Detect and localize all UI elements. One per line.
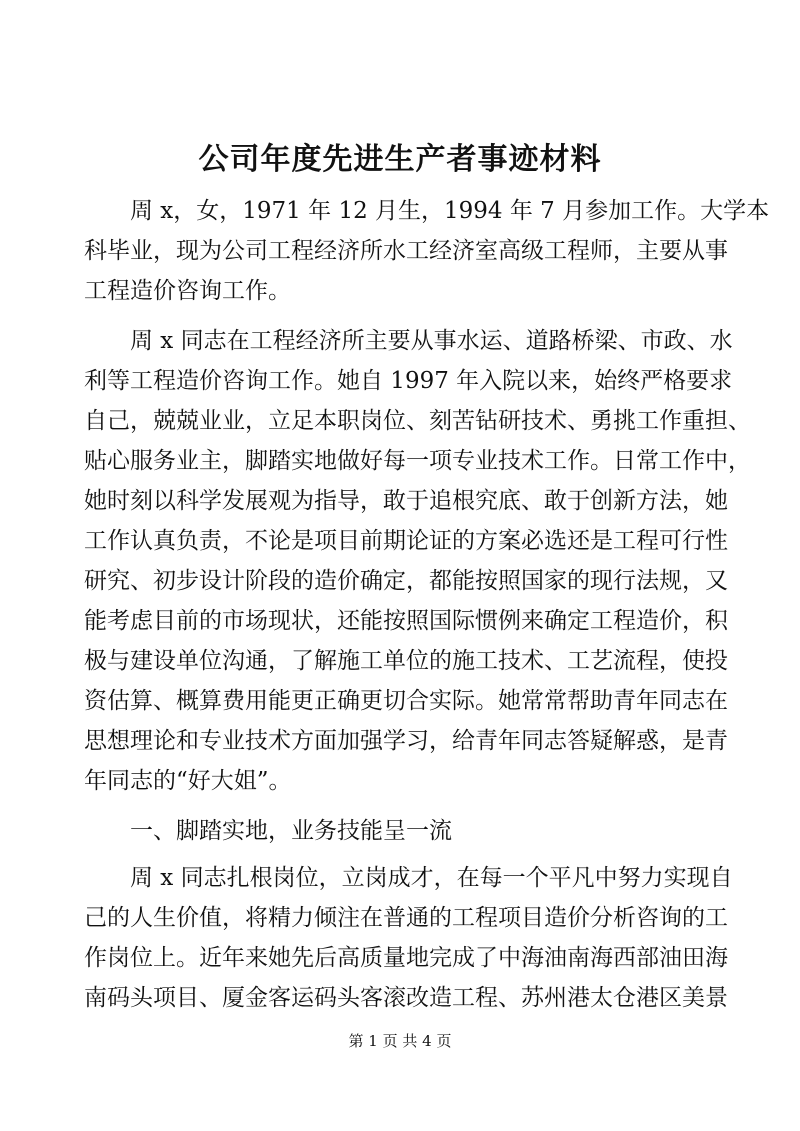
paragraph-line: 极与建设单位沟通，了解施工单位的施工技术、工艺流程，使投	[84, 648, 728, 674]
paragraph-line: 资估算、概算费用能更正确更切合实际。她常常帮助青年同志在	[84, 688, 728, 714]
paragraph-line: 她时刻以科学发展观为指导，敢于追根究底、敢于创新方法，她	[84, 488, 728, 514]
paragraph-line: 周 x 同志扎根岗位，立岗成才，在每一个平凡中努力实现自	[130, 865, 733, 891]
paragraph-line: 工作认真负责，不论是项目前期论证的方案必选还是工程可行性	[84, 528, 728, 554]
paragraph-line: 自己，兢兢业业，立足本职岗位、刻苦钻研技术、勇挑工作重担、	[84, 408, 751, 434]
paragraph-line: 工程造价咨询工作。	[84, 278, 291, 304]
paragraph-line: 利等工程造价咨询工作。她自 1997 年入院以来，始终严格要求	[84, 368, 733, 394]
paragraph-line: 科毕业，现为公司工程经济所水工经济室高级工程师，主要从事	[84, 238, 728, 264]
paragraph-line: 年同志的“好大姐”。	[84, 768, 292, 794]
page-footer: 第 1 页 共 4 页	[348, 1032, 452, 1050]
page-title: 公司年度先进生产者事迹材料	[198, 142, 602, 177]
paragraph-line: 南码头项目、厦金客运码头客滚改造工程、苏州港太仓港区美景	[84, 985, 728, 1011]
paragraph-line: 作岗位上。近年来她先后高质量地完成了中海油南海西部油田海	[84, 945, 728, 971]
paragraph-line: 能考虑目前的市场现状，还能按照国际惯例来确定工程造价，积	[84, 608, 728, 634]
paragraph-line: 研究、初步设计阶段的造价确定，都能按照国家的现行法规，又	[84, 568, 728, 594]
paragraph-line: 思想理论和专业技术方面加强学习，给青年同志答疑解惑，是青	[84, 728, 728, 754]
paragraph-line: 周 x 同志在工程经济所主要从事水运、道路桥梁、市政、水	[130, 328, 733, 354]
paragraph-line: 己的人生价值，将精力倾注在普通的工程项目造价分析咨询的工	[84, 905, 728, 931]
paragraph-line: 周 x，女，1971 年 12 月生，1994 年 7 月参加工作。大学本	[130, 198, 770, 224]
section-heading: 一、脚踏实地，业务技能呈一流	[130, 818, 452, 844]
paragraph-line: 贴心服务业主，脚踏实地做好每一项专业技术工作。日常工作中，	[84, 448, 751, 474]
